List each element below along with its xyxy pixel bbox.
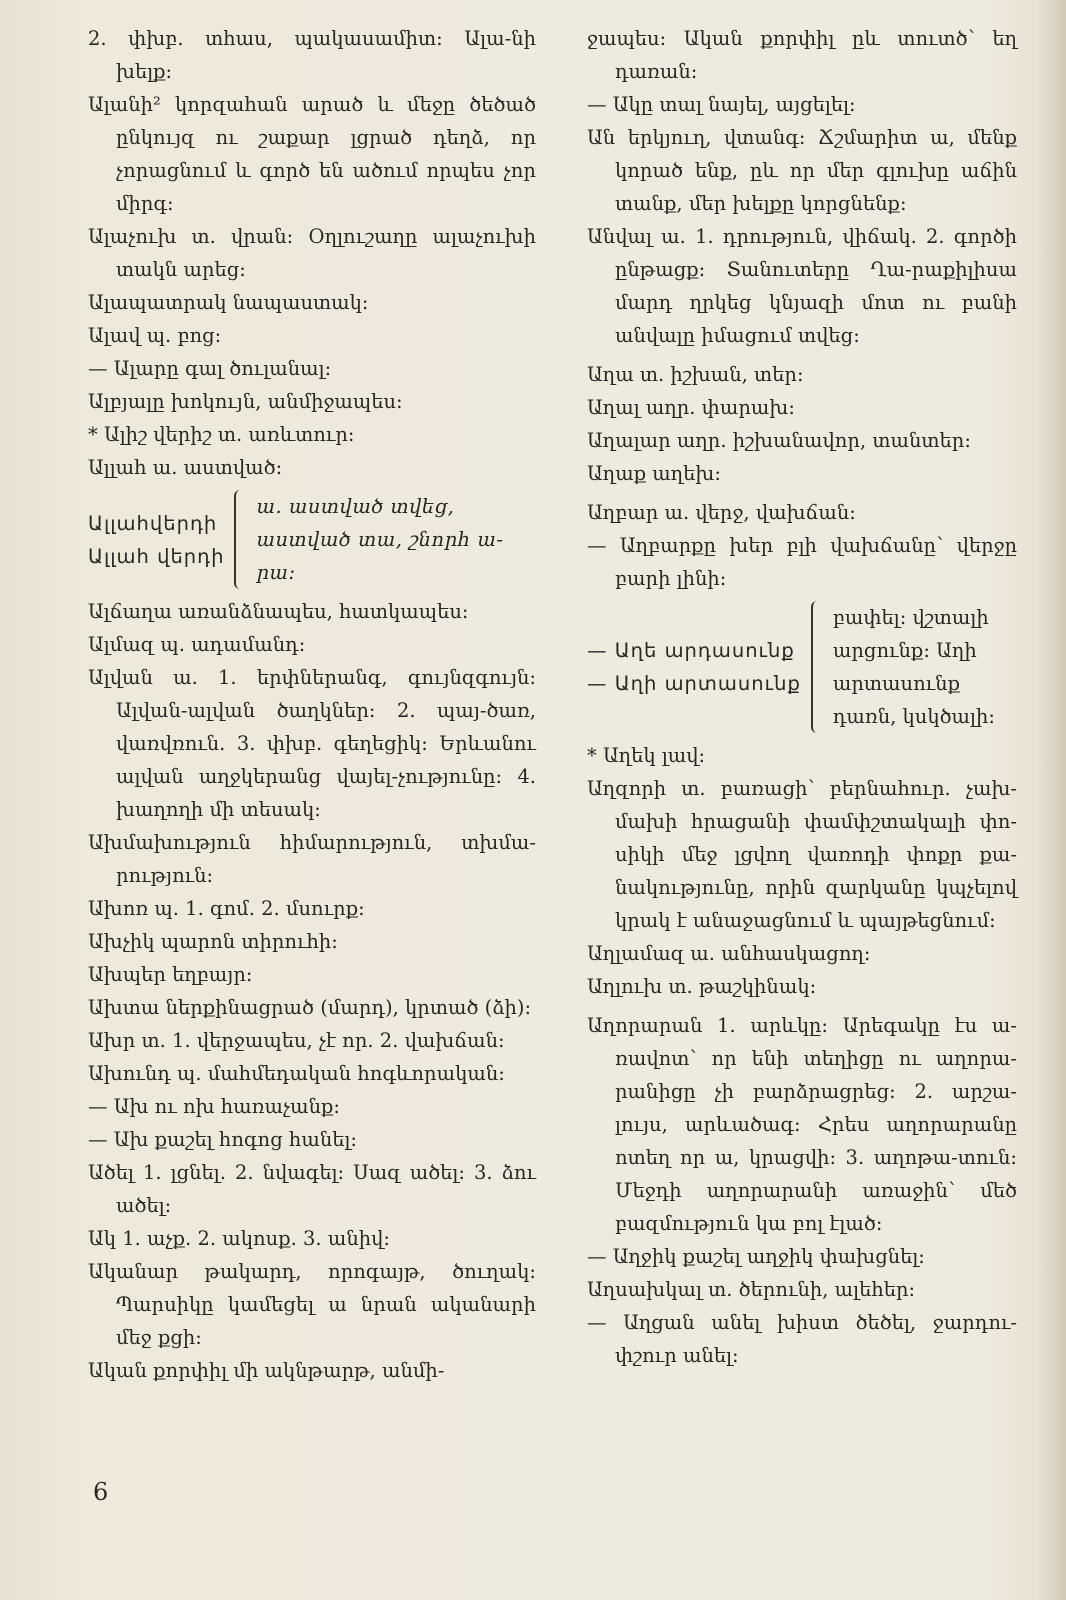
entry-akh-u-okh: — Ախ ու ոխ հառաչանք։	[88, 1095, 341, 1118]
entry-aghal: Աղալ աղր. փարախ։	[587, 396, 795, 419]
entry-aghalar: Աղալար աղր. իշխանավոր, տանտեր։	[587, 429, 971, 452]
entry-akhmakhutyun: Ախմախություն հիմարություն, տխմա-րություն։	[88, 831, 536, 887]
entry-alani-cont: 2. փխբ. տհաս, պակասամիտ։ Ալա-նի խելք:	[88, 27, 536, 83]
headword: — Աղե արդասունք	[587, 639, 795, 662]
entry-almaz: Ալմազ պ. ադամանդ։	[88, 633, 306, 656]
brace-definition: բափել: վշտալի արցունք։ Աղի արտասունք դառն, կսկծալի։	[832, 606, 996, 728]
entry-aghsakhkal: Աղսախկալ տ. ծերունի, ալեհեր։	[587, 1278, 916, 1301]
entry-alapatrak: Ալապատրակ նապաստակ։	[88, 291, 369, 314]
entry-akh-kashel: — Ախ քաշել հոգոց հանել։	[88, 1128, 358, 1151]
headword: Ալլահ վերդի	[88, 544, 225, 568]
entry-akhr: Ախր տ. 1. վերջապես, չէ որ. 2. վախճան։	[88, 1029, 505, 1052]
entry-agha: Աղա տ. իշխան, տեր։	[587, 363, 804, 386]
brace-definition: ա. աստված տվեց, աստված տա, շնորհ ա-րա։	[256, 495, 504, 584]
headword: Ալլահվերդի	[88, 511, 218, 535]
brace-headwords	[587, 634, 801, 700]
headword: — Աղի արտասունք	[587, 672, 801, 695]
entry-allahverdi-group	[88, 490, 536, 589]
entry-akan-korpil: Ական քորփիլ մի ակնթարթ, անմի-	[88, 1359, 445, 1382]
entry-aky-tal: — Ակը տալ նայել, այցելել։	[587, 93, 856, 116]
entry-aghorаran: Աղորարան 1. արևկը։ Արեգակը էս ա-ռավոտ՝ որ ենի տեղիցը ու աղորա-րանիցը չի բարձրացրեց: 2. արշա-լույս, արևածագ։ Հրես աղորարանը ոտեղ որ ա, կրացվի: 3. աղոթա-տուն։ Մեջդի աղորարանի առաջին՝ մեծ բազմություն կա բոլ էլած:	[587, 1014, 1017, 1235]
entry-akhper: Ախպեր եղբայր։	[88, 963, 253, 986]
entry-atsel: Ածել 1. լցնել. 2. նվագել։ Սազ ածել: 3. ձու ածել։	[88, 1161, 536, 1217]
entry-alish-verish: * Ալիշ վերիշ տ. առևտուր։	[88, 423, 355, 446]
entry-albyaly: Ալբյալը խոկույն, անմիջապես։	[88, 390, 403, 413]
entry-aghlamaz: Աղլամազ ա. անհասկացող։	[587, 942, 871, 965]
entry-an: Ան երկյուղ, վտանգ։ Ճշմարիտ ա, մենք կորած ենք, ըև որ մեր գլուխը աճին տանք, մեր խելքը կորցնենք:	[587, 126, 1017, 215]
entry-akanar: Ականար թակարդ, որոգայթ, ծուղակ։ Պարսիկը կամեցել ա նրան ականարի մեջ քցի:	[88, 1260, 536, 1349]
entry-akhchik: Ախչիկ պարոն տիրուհի։	[88, 930, 338, 953]
entry-akan-cont: ջապես։ Ական քորփիլ ըև տուտծ՝ եղ դառան:	[587, 27, 1017, 83]
entry-akhta: Ախտա ներքինացրած (մարդ), կրտած (ձի)։	[88, 996, 532, 1019]
entry-alani2: Ալանի² կորզահան արած և մեջը ծեծած ընկույզ ու շաքար լցրած դեղձ, որ չորացնում և գործ են ածում որպես չոր միրգ։	[88, 93, 536, 215]
right-column	[587, 22, 1017, 1372]
brace-mark	[811, 601, 823, 733]
entry-aghzori: Աղզորի տ. բառացի՝ բերնահուր. չախ-մախի հրացանի փամփշտակալի փո-սիկի մեջ լցվող վառոդի փոքր քա-նակությունը, որին զարկանը կպչելով կրակ է անաջացնում և պայթեցնում։	[587, 777, 1017, 932]
entry-aghak: Աղաք աղեխ։	[587, 462, 722, 485]
entry-alchagha: Ալճաղա առանձնապես, հատկապես։	[88, 600, 469, 623]
entry-akhorr: Ախոռ պ. 1. գոմ. 2. մսուրք։	[88, 897, 365, 920]
brace-headwords	[88, 507, 224, 573]
entry-aghi-artasunk-group	[587, 601, 1017, 733]
entry-aghbarky: — Աղբարքը խեր բլի վախճանը՝ վերջը բարի լինի։	[587, 534, 1017, 590]
entry-aghbar: Աղբար ա. վերջ, վախճան։	[587, 501, 856, 524]
entry-ak: Ակ 1. աչք. 2. ակոսք. 3. անիվ։	[88, 1227, 391, 1250]
entry-alary-gal: — Ալարը գալ ծուլանալ։	[88, 357, 332, 380]
entry-akhund: Ախունդ պ. մահմեդական հոգևորական։	[88, 1062, 505, 1085]
entry-alvan: Ալվան ա. 1. երփներանգ, գույնզգույն։ Ալվան-ալվան ծաղկներ: 2. պայ-ծառ, վառվռուն. 3. փխբ. գեղեցիկ։ Երևանու ալվան աղջկերանց վայել-չությունը: 4. խաղողի մի տեսակ։	[88, 666, 536, 821]
page-number: 6	[93, 1478, 109, 1506]
entry-aghek: * Աղեկ լավ։	[587, 744, 706, 767]
brace-mark	[234, 490, 246, 589]
entry-aghlukh: Աղլուխ տ. թաշկինակ։	[587, 975, 817, 998]
entry-anval: Անվալ ա. 1. դրություն, վիճակ. 2. գործի ընթացք։ Տանուտերը Ղա-րաքիլիսա մարդ ղրկեց կնյազի մոտ ու բանի անվալը իմացում տվեց:	[587, 225, 1017, 347]
entry-alav: Ալավ պ. բոց։	[88, 324, 222, 347]
entry-aghjik-kashel: — Աղջիկ քաշել աղջիկ փախցնել։	[587, 1245, 925, 1268]
entry-alachukh: Ալաչուխ տ. վրան։ Օղլուշաղը ալաչուխի տակն արեց:	[88, 225, 536, 281]
left-column	[88, 22, 536, 1387]
entry-allah: Ալլահ ա. աստված։	[88, 456, 283, 479]
entry-aghtsan-anel: — Աղցան անել խիստ ծեծել, ջարդու-փշուր անել։	[587, 1311, 1017, 1367]
page-edge-shadow	[1036, 0, 1066, 1600]
